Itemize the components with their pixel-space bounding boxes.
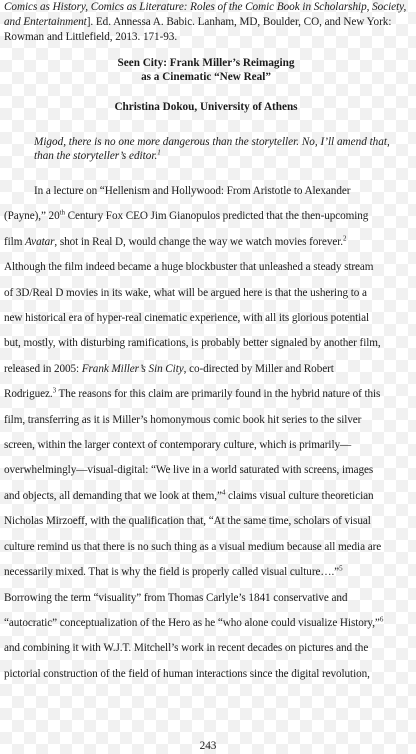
body-line: Although the film indeed became a huge blockbuster that unleashed a steady stream — [4, 261, 374, 274]
body-line: In a lecture on “Hellenism and Hollywood: From Aristotle to Alexander — [34, 185, 351, 197]
footnote-marker: 3 — [52, 386, 57, 395]
title-line-2: as a Cinematic “New Real” — [141, 71, 271, 83]
film-title: Avatar — [25, 235, 55, 248]
body-line: film, transferring as it is Miller’s homonymous comic book hit series to the silver — [4, 413, 362, 426]
body-line: film Avatar, shot in Real D, would change the way we watch movies forever.$^2$ — [4, 234, 347, 248]
epigraph-text: Migod, there is no one more dangerous than the storyteller. No, I’ll amend that, than the storyteller’s editor. — [34, 136, 390, 162]
footnote-marker: 1 — [157, 148, 161, 157]
body-line: necessarily mixed. That is why the field is properly called visual culture….”$^5$ — [4, 564, 343, 579]
epigraph — [34, 135, 390, 163]
title-line-1: Seen City: Frank Miller’s Reimaging — [117, 57, 295, 69]
footnote-marker: 6 — [379, 615, 384, 624]
citation-publication-details: ]. Ed. Annessa A. Babic. Lanham, MD, Boulder, CO, and New York: Rowman and Littlefield, 2013. 171-93. — [4, 16, 392, 43]
film-title: Frank Miller’s Sin City — [81, 362, 184, 375]
body-line: of 3D/Real D movies in its wake, what will be argued here is that the ushering to a — [4, 286, 367, 299]
body-line: (Payne),” 20th Century Fox CEO Jim Gianopulos predicted that the then-upcoming — [4, 208, 369, 223]
body-line: pictorial construction of the field of human interactions since the digital revolution, — [4, 667, 370, 680]
body-line: Borrowing the term “visuality” from Thomas Carlyle’s 1841 conservative and — [4, 591, 348, 604]
superscript: th — [59, 208, 65, 217]
body-line: and objects, all demanding that we look at them,”$^4$ claims visual culture theoretician — [4, 488, 374, 502]
citation-book-title: Comics as History, Comics as Literature: Roles of the Comic Book in Scholarship, Society, and Entertainment — [4, 1, 407, 28]
body-line: screen, within the larger context of contemporary culture, which is primarily— — [4, 439, 352, 452]
body-line: overwhelmingly—visual-digital: “We live in a world saturated with screens, images — [4, 464, 374, 477]
body-line: and combining it with W.J.T. Mitchell’s work in recent decades on pictures and the — [4, 642, 369, 655]
body-text — [4, 179, 408, 687]
footnote-marker: 5 — [339, 564, 343, 573]
footnote-marker: 4 — [221, 488, 226, 497]
author-affiliation: Christina Dokou, University of Athens — [114, 101, 298, 113]
citation — [4, 0, 408, 45]
body-line: Nicholas Mirzoeff, with the qualification that, “At the same time, scholars of visual — [4, 515, 371, 528]
body-line: new historical era of hyper-real cinematic experience, with all its glorious potential — [4, 312, 370, 325]
body-line: culture remind us that there is no such thing as a visual medium because all media are — [4, 540, 382, 553]
body-line: but, mostly, with disturbing ramifications, is probably better signaled by another film, — [4, 337, 381, 350]
footnote-marker: 2 — [342, 234, 347, 243]
body-line: released in 2005: Frank Miller’s Sin City, co-directed by Miller and Robert — [4, 362, 334, 375]
body-line: Rodriguez.$^3$ The reasons for this claim are primarily found in the hybrid nature of this — [4, 386, 381, 401]
page-number: 243 — [199, 740, 217, 752]
article-title — [4, 56, 408, 84]
body-line: “autocratic” conceptualization of the Hero as he “who alone could visualize History,”$^6$ — [4, 615, 384, 629]
